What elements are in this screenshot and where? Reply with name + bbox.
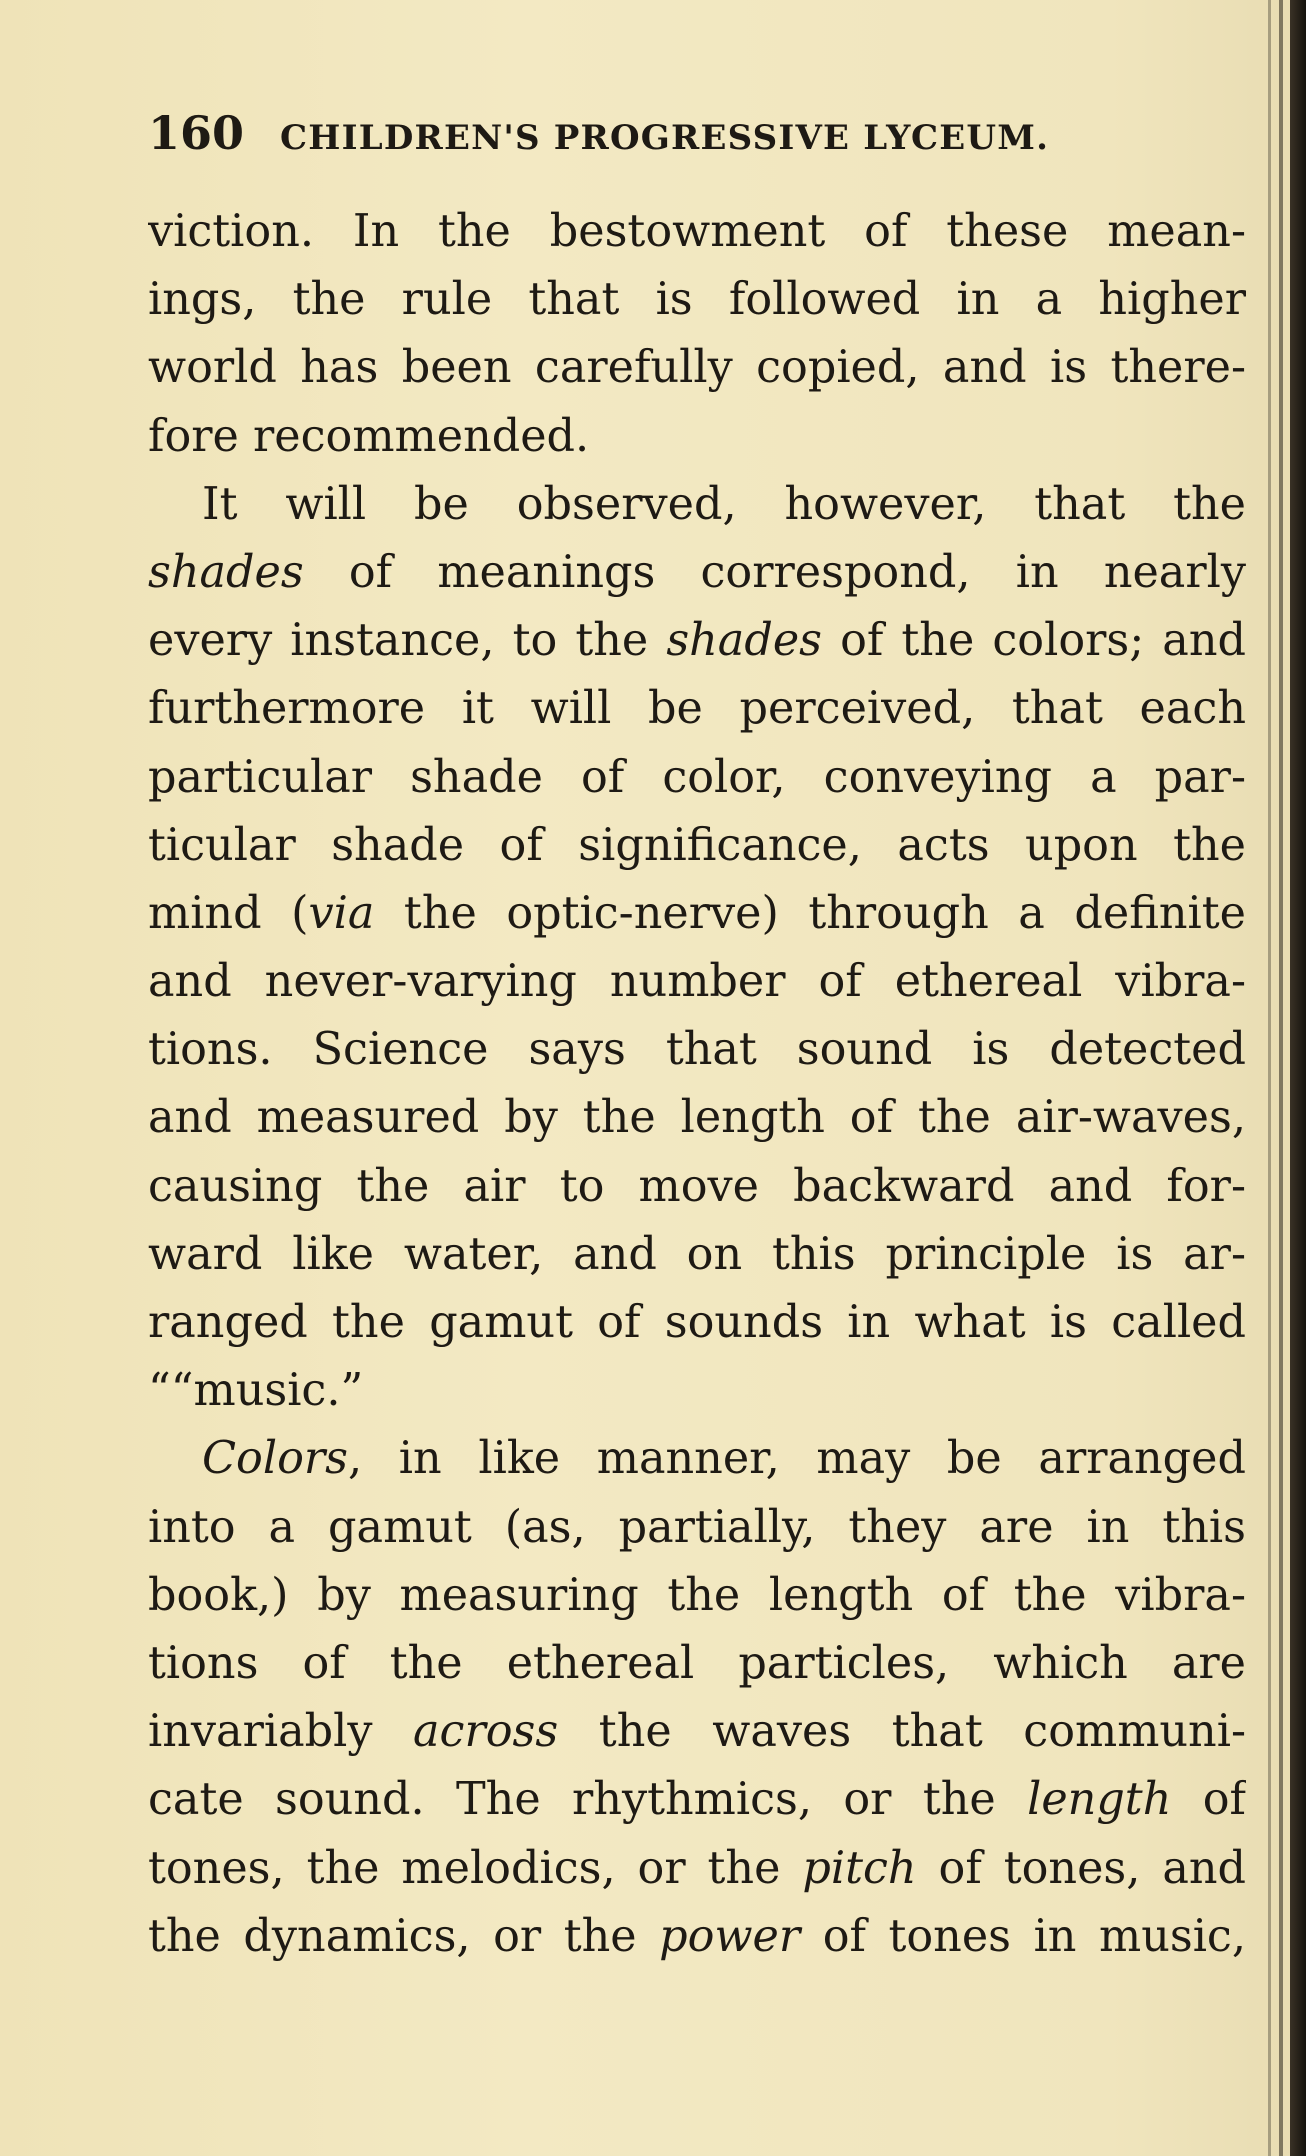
text-line: and measured by the length of the air-waves,	[148, 1092, 1246, 1144]
text-line: cate sound. The rhythmics, or the length of	[148, 1774, 1246, 1826]
page-edge-line	[1279, 0, 1283, 2156]
running-head: CHILDREN'S PROGRESSIVE LYCEUM.	[280, 118, 1050, 158]
text-line: ward like water, and on this principle is ar-	[148, 1228, 1246, 1280]
italic-word: via	[308, 887, 375, 939]
text-line: It will be observed, however, that the	[202, 478, 1246, 530]
text-line: tions. Science says that sound is detected	[148, 1024, 1246, 1076]
page-edge-line	[1268, 0, 1271, 2156]
text-line: invariably across the waves that communi-	[148, 1706, 1246, 1758]
text-line: Colors, in like manner, may be arranged	[202, 1433, 1246, 1485]
text-line: into a gamut (as, partially, they are in this	[148, 1501, 1246, 1553]
text-line: and never-varying number of ethereal vibra-	[148, 956, 1246, 1008]
body-text	[148, 198, 1246, 1971]
text-line: shades of meanings correspond, in nearly	[148, 546, 1246, 598]
text-line: viction. In the bestowment of these mean-	[148, 206, 1246, 257]
italic-word: Colors	[202, 1433, 348, 1485]
italic-word: shades	[666, 615, 822, 667]
text-line: fore recommended.	[148, 410, 590, 462]
text-line: causing the air to move backward and for-	[148, 1160, 1246, 1212]
text-line: ranged the gamut of sounds in what is called	[148, 1297, 1246, 1348]
italic-word: across	[413, 1706, 559, 1758]
page-number: 160	[148, 106, 245, 160]
text-line: tions of the ethereal particles, which are	[148, 1637, 1246, 1689]
page-header	[148, 106, 1258, 176]
book-spine-edge	[1290, 0, 1306, 2156]
text-line: the dynamics, or the power of tones in music,	[148, 1910, 1246, 1962]
text-line: particular shade of color, conveying a par-	[148, 751, 1246, 803]
text-line: tones, the melodics, or the pitch of tones, and	[148, 1842, 1246, 1894]
text-line: every instance, to the shades of the colors; and	[148, 615, 1246, 667]
text-line: ““music.”	[148, 1365, 364, 1417]
text-line: mind (via the optic-nerve) through a definite	[148, 887, 1246, 939]
text-line: world has been carefully copied, and is there-	[148, 342, 1246, 394]
text-line: ticular shade of significance, acts upon the	[148, 819, 1246, 871]
text-line: ings, the rule that is followed in a higher	[148, 274, 1246, 326]
italic-word: pitch	[802, 1842, 917, 1894]
text-line: book,) by measuring the length of the vibra-	[148, 1569, 1246, 1621]
italic-word: shades	[148, 546, 304, 598]
text-line: furthermore it will be perceived, that each	[148, 683, 1246, 735]
italic-word: length	[1027, 1774, 1172, 1826]
italic-word: power	[659, 1910, 801, 1962]
